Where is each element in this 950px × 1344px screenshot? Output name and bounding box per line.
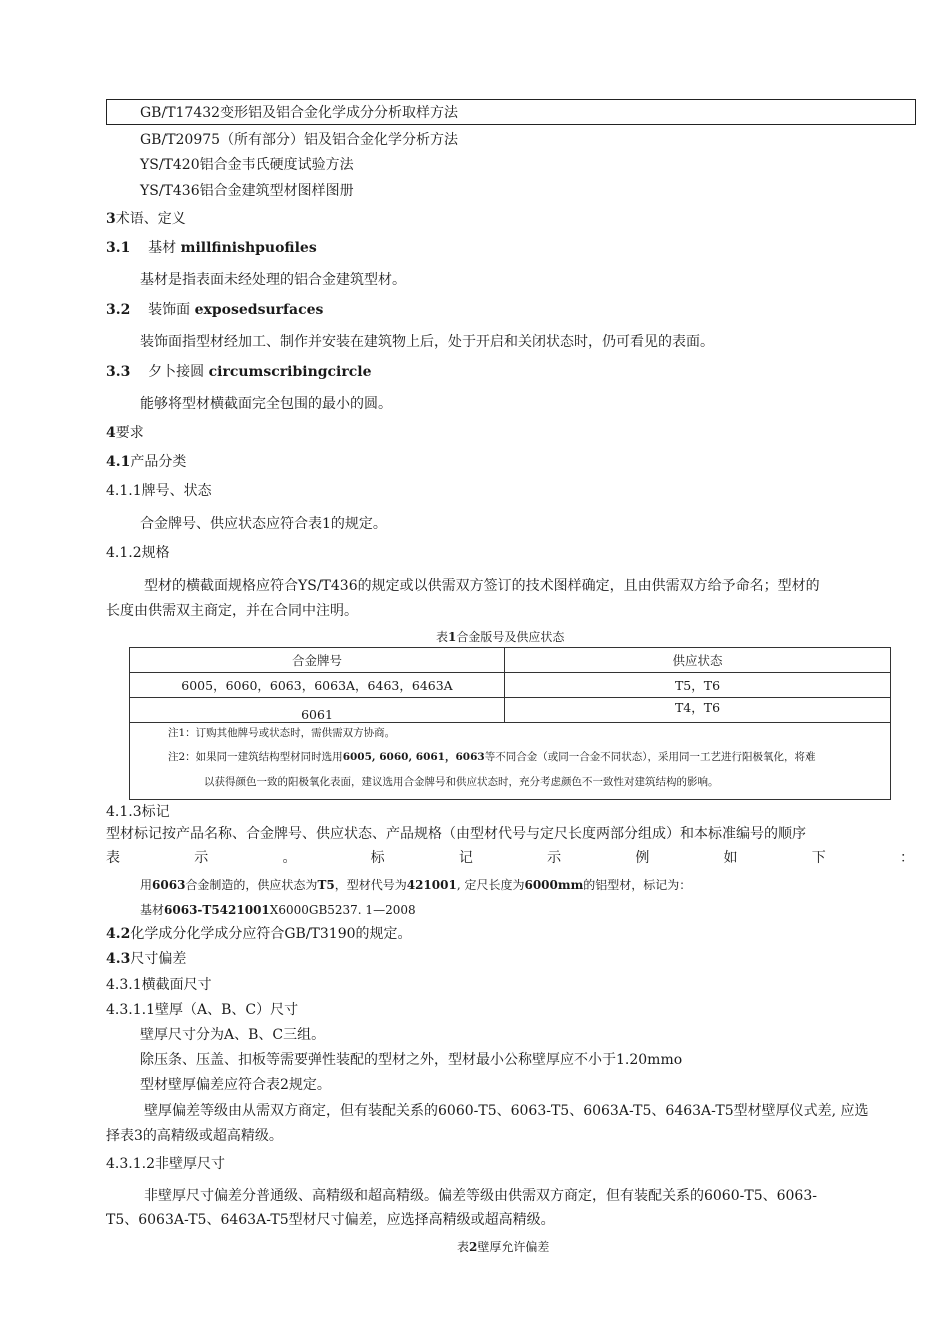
paragraph: 合金牌号、供应状态应符合表1的规定。 — [140, 516, 387, 532]
example-mark: 基材6063-T5421001X6000GB5237. 1—2008 — [140, 903, 416, 917]
table-note: 以获得颜色一致的阳极氧化表面，建议选用合金牌号和供应状态时，充分考虑颜色不一致性对建筑结构的影响。 — [204, 776, 719, 788]
section-heading-3: 3术语、定义 — [106, 211, 186, 227]
table-notes — [130, 723, 891, 800]
table-cell: 6005，6060，6063，6063A，6463，6463A — [130, 673, 505, 698]
alloy-table — [129, 647, 891, 800]
ref-item: GB/T20975（所有部分）铝及铝合金化学分析方法 — [140, 132, 459, 148]
term-definition: 能够将型材横截面完全包围的最小的圆。 — [140, 396, 392, 412]
table-header-row — [130, 648, 891, 673]
paragraph: 型材壁厚偏差应符合表2规定。 — [140, 1077, 331, 1093]
paragraph: 择表3的高精级或超高精级。 — [106, 1128, 283, 1144]
section-heading-4-3-1-1: 4.3.1.1壁厚（A、B、C）尺寸 — [106, 1002, 299, 1018]
table-notes-row — [130, 723, 891, 800]
paragraph: 除压条、压盖、扣板等需要弹性装配的型材之外，型材最小公称壁厚应不小于1.20mmo — [140, 1052, 683, 1068]
section-heading-4: 4要求 — [106, 425, 144, 441]
section-heading-4-3-1-2: 4.3.1.2非壁厚尺寸 — [106, 1156, 225, 1172]
ref-item: GB/T17432变形铝及铝合金化学成分分析取样方法 — [140, 105, 459, 121]
paragraph: 壁厚尺寸分为A、B、C三组。 — [140, 1027, 326, 1043]
table-caption: 表1合金版号及供应状态 — [436, 630, 565, 644]
section-heading-4-1-1: 4.1.1牌号、状态 — [106, 483, 212, 499]
term-heading-3-1: 3.1 基材 millfinishpuofiles — [106, 240, 317, 256]
table-cell: T4，T6 — [505, 698, 891, 723]
spread-line: 表 示 。 标 记 示 例 如 下 ： — [106, 850, 914, 866]
paragraph: T5、6063A-T5、6463A-T5型材尺寸偏差，应选择高精级或超高精级。 — [106, 1212, 555, 1228]
section-heading-4-1-2: 4.1.2规格 — [106, 545, 170, 561]
paragraph: 壁厚偏差等级由从需双方商定，但有装配关系的6060-T5、6063-T5、6063A-T5、6463A-T5型材壁厚仪式差, 应选 — [144, 1103, 869, 1119]
table-note: 注1：订购其他牌号或状态时，需供需双方协商。 — [168, 727, 396, 739]
section-heading-4-1: 4.1产品分类 — [106, 454, 187, 470]
table-row — [130, 673, 891, 698]
table-cell: T5，T6 — [505, 673, 891, 698]
ref-item: YS/T420铝合金韦氏硬度试验方法 — [140, 157, 354, 173]
paragraph: 非壁厚尺寸偏差分普通级、高精级和超高精级。偏差等级由供需双方商定，但有装配关系的6060-T5、6063- — [144, 1188, 817, 1204]
paragraph: 型材的横截面规格应符合YS/T436的规定或以供需双方签订的技术图样确定，且由供需双方给予命名；型材的 — [144, 578, 820, 594]
term-heading-3-2: 3.2 装饰面 exposedsurfaces — [106, 302, 324, 318]
table-header: 合金牌号 — [130, 648, 505, 673]
section-heading-4-2: 4.2化学成分化学成分应符合GB/T3190的规定。 — [106, 926, 412, 942]
section-heading-4-3-1: 4.3.1横截面尺寸 — [106, 977, 212, 993]
table-note: 注2：如果同一建筑结构型材同时选用6005, 6060, 6061，6063等不同合金（或同一合金不同状态），采用同一工艺进行阳极氧化，将难 — [168, 751, 816, 763]
paragraph: 型材标记按产品名称、合金牌号、供应状态、产品规格（由型材代号与定尺长度两部分组成）和本标准编号的顺序 — [106, 826, 806, 842]
ref-item: YS/T436铝合金建筑型材图样图册 — [140, 183, 354, 199]
table-cell: 6061 — [130, 698, 505, 723]
paragraph: 长度由供需双主商定，并在合同中注明。 — [106, 603, 358, 619]
table-caption: 表2壁厚允许偏差 — [457, 1240, 550, 1254]
table-row — [130, 698, 891, 723]
table-header: 供应状态 — [505, 648, 891, 673]
term-definition: 装饰面指型材经加工、制作并安装在建筑物上后，处于开启和关闭状态时，仍可看见的表面。 — [140, 334, 714, 350]
section-heading-4-3: 4.3尺寸偏差 — [106, 951, 187, 967]
term-definition: 基材是指表面未经处理的铝合金建筑型材。 — [140, 272, 406, 288]
section-heading-4-1-3: 4.1.3标记 — [106, 804, 170, 820]
example-text: 用6063合金制造的，供应状态为T5，型材代号为421001, 定尺长度为6000mm的铝型材，标记为： — [140, 878, 692, 892]
term-heading-3-3: 3.3 夕卜接圆 circumscribingcircle — [106, 364, 372, 380]
